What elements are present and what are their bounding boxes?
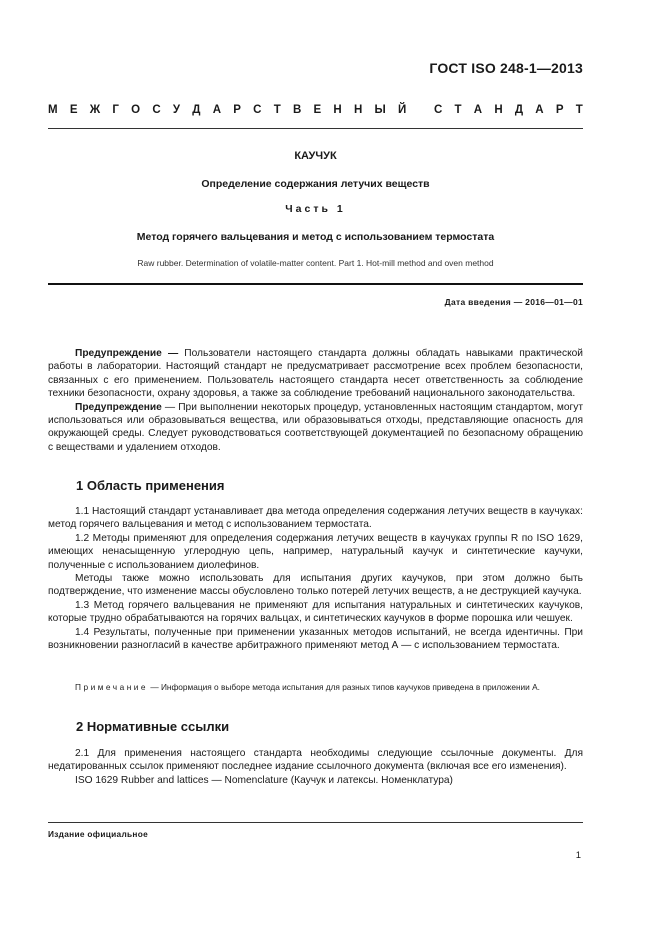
page-number: 1 (575, 850, 581, 861)
banner-letter (419, 104, 422, 116)
introduction-date: Дата введения — 2016—01—01 (444, 297, 583, 307)
banner-letter: С (253, 104, 262, 116)
paragraph: 1.4 Результаты, полученные при применении указанных методов испытаний, не всегда идентичны. При возникновении разногласий в качестве арбитражного применяют метод А — с использованием термостата. (48, 626, 583, 652)
interstate-standard-banner (48, 104, 583, 116)
banner-letter: Д (192, 104, 201, 116)
banner-letter: Д (514, 104, 524, 116)
warning-paragraph (48, 401, 583, 455)
warnings-block (48, 347, 583, 454)
document-part: Часть 1 (285, 203, 346, 215)
banner-letter: Ы (374, 104, 386, 116)
banner-letter: М (48, 104, 58, 116)
banner-letter: Т (575, 104, 583, 116)
banner-letter: А (473, 104, 483, 116)
section-heading: 2 Нормативные ссылки (76, 719, 230, 734)
edition-label: Издание официальное (48, 829, 149, 839)
banner-letter: Р (555, 104, 564, 116)
title-rule (48, 283, 583, 285)
paragraph: 1.2 Методы применяют для определения содержания летучих веществ в каучуках группы R по ISO 1629, имеющих ненасыщенную углеродную цепь, например, натуральный каучук и синтетические каучуки, полученные с использованием диолефинов. (48, 532, 583, 571)
banner-letter: Т (454, 104, 462, 116)
reference-item: ISO 1629 Rubber and lattices — Nomenclature (Каучук и латексы. Номенклатура) (75, 774, 453, 786)
document-title: КАУЧУК (294, 150, 337, 162)
english-title: Raw rubber. Determination of volatile-matter content. Part 1. Hot-mill method and oven method (137, 258, 494, 268)
document-method: Метод горячего вальцевания и метод с использованием термостата (136, 231, 495, 243)
banner-letter: Е (313, 104, 322, 116)
note-paragraph (48, 681, 583, 694)
banner-letter: О (131, 104, 141, 116)
banner-letter: Н (353, 104, 363, 116)
section-1-body (48, 505, 583, 652)
banner-letter: Н (333, 104, 342, 116)
paragraph: 2.1 Для применения настоящего стандарта необходимы следующие ссылочные документы. Для недатированных ссылок применяют последнее издание ссылочного документа (включая все его изменения). (48, 748, 583, 773)
footer-rule (48, 822, 583, 823)
banner-letter: С (152, 104, 161, 116)
banner-letter: С (433, 104, 443, 116)
banner-letter: У (172, 104, 181, 116)
warning-text: — При выполнении некоторых процедур, установленных настоящим стандартом, могут использоваться или образовываться вещества, или образовываться отходы, представляющие опасность для окружающей среды. Следует руководствоваться соответствующей документацией по безопасному обращению с веществами и удалением отходов. (48, 401, 583, 453)
banner-letter: В (292, 104, 302, 116)
banner-letter: Ж (89, 104, 101, 116)
banner-letter: Т (273, 104, 281, 116)
banner-letter: Е (69, 104, 78, 116)
standard-id: ГОСТ ISO 248-1—2013 (429, 60, 583, 76)
warning-label: Предупреждение (75, 401, 162, 413)
note-label: Примечание (75, 682, 149, 692)
banner-letter: Н (494, 104, 503, 116)
paragraph: 1.3 Метод горячего вальцевания не применяют для испытания натуральных и синтетических каучуков, которые трудно обрабатываются на горячих вальцах, и синтетических каучуков в форме порошка или чешуек. (48, 599, 583, 625)
banner-letter: Г (112, 104, 119, 116)
banner-letter: А (212, 104, 222, 116)
banner-letter: Й (398, 104, 407, 116)
banner-letter: А (535, 104, 544, 116)
paragraph: 1.1 Настоящий стандарт устанавливает два метода определения содержания летучих веществ в каучуках: метод горячего вальцевания и метод с использованием термостата. (48, 506, 583, 531)
section-2-body (48, 747, 583, 787)
header-rule (48, 128, 583, 129)
warning-text: Пользователи настоящего стандарта должны обладать навыками практической работы в лаборатории. Настоящий стандарт не предусматривает рассмотрение всех проблем безопасности, связанных с его применением. Пользователь настоящего стандарта несет ответственность за соблюдение техники безопасности, охрану здоровья, а также за соблюдение требований национального законодательства. (48, 348, 583, 400)
note-text: — Информация о выборе метода испытания для разных типов каучуков приведена в приложении А. (148, 682, 540, 692)
note-block (48, 681, 583, 694)
document-subtitle: Определение содержания летучих веществ (201, 178, 430, 190)
banner-letter: Р (233, 104, 241, 116)
warning-paragraph (48, 347, 583, 401)
paragraph: Методы также можно использовать для испытания других каучуков, при этом должно быть подтверждение, что изменение массы обусловлено только потерей летучих веществ, а не деструкцией каучука. (48, 573, 583, 598)
section-heading: 1 Область применения (76, 478, 225, 493)
warning-label: Предупреждение — (75, 348, 179, 359)
